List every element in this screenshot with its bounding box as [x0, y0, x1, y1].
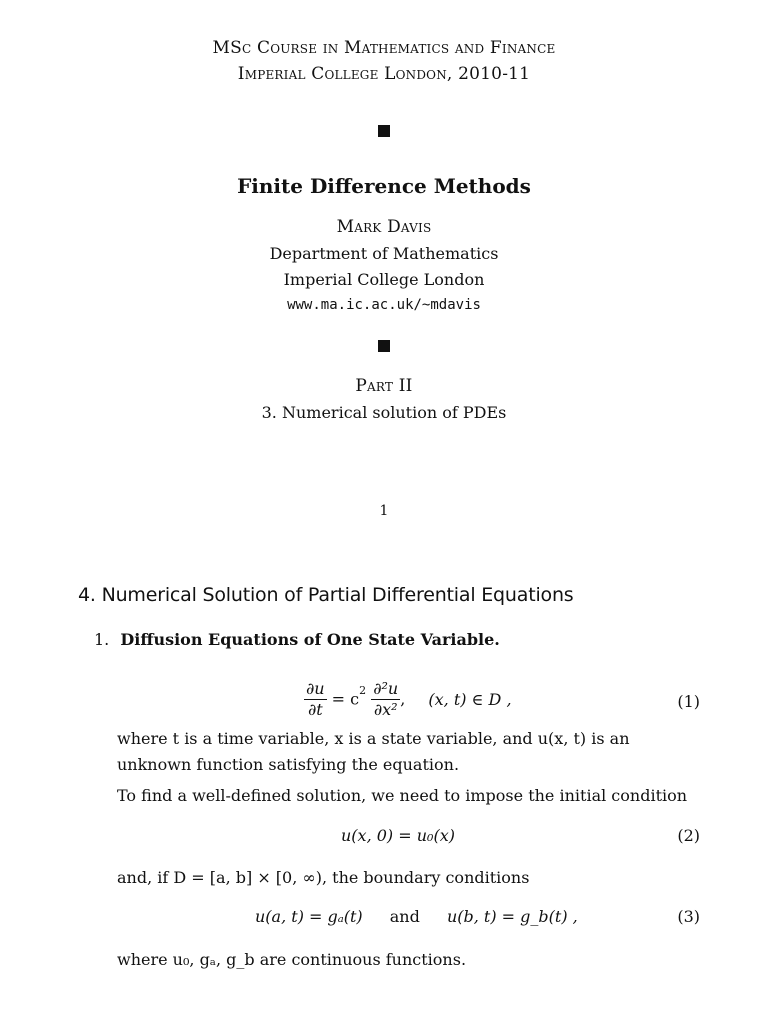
author-name: Mark Davis: [336, 217, 432, 237]
paragraph-initial-condition: To find a well-defined solution, we need to impose the initial condition: [117, 786, 688, 805]
equation-1: $\frac{\partial u}{\partial t}$ = $c^2$ $\frac{\text{∂²u}}{\text{∂x²}}$ , (x, t) ∈ D , (1): [306, 679, 700, 719]
equation-number-1: (1): [677, 692, 700, 711]
square-bullet-icon: [378, 125, 390, 137]
eq1-domain: (x, t) ∈ D ,: [428, 689, 512, 709]
section-heading: 4. Numerical Solution of Partial Differential Equations: [78, 584, 574, 606]
paragraph-boundary-conditions: and, if D = [a, b] × [0, ∞), the boundary conditions: [117, 868, 530, 887]
paragraph-continuous-functions: where u₀, gₐ, g_b are continuous functions.: [117, 950, 467, 969]
equation-number-2: (2): [677, 826, 700, 845]
item-number: 1.: [94, 630, 110, 649]
author-department: Department of Mathematics: [269, 244, 499, 263]
item-heading: [94, 630, 500, 649]
author-institution: Imperial College London: [283, 270, 485, 289]
eq1-rhs-fraction: $\frac{\text{∂²u}}{\text{∂x²}}$: [373, 679, 399, 719]
part-subtitle: 3. Numerical solution of PDEs: [261, 403, 507, 422]
course-header-line1: MSc Course in Mathematics and Finance: [212, 38, 556, 58]
eq1-lhs-fraction: $\frac{\partial u}{\partial t}$: [306, 679, 325, 719]
part-label: Part II: [355, 376, 413, 396]
page-number: 1: [379, 503, 389, 519]
square-bullet-icon: [378, 340, 390, 352]
page-title: Finite Difference Methods: [237, 174, 531, 198]
equation-number-3: (3): [677, 907, 700, 926]
author-website: www.ma.ic.ac.uk/~mdavis: [287, 297, 481, 313]
item-title: Diffusion Equations of One State Variable.: [120, 630, 500, 649]
equation-2: u(x, 0) = u₀(x) (2): [341, 826, 700, 845]
equation-3: u(a, t) = gₐ(t) and u(b, t) = g_b(t) , (3): [255, 907, 700, 926]
paragraph-variables: where t is a time variable, x is a state variable, and u(x, t) is an unknown function satisfying the equation.: [117, 729, 630, 774]
course-header-line2: Imperial College London, 2010-11: [237, 64, 531, 84]
